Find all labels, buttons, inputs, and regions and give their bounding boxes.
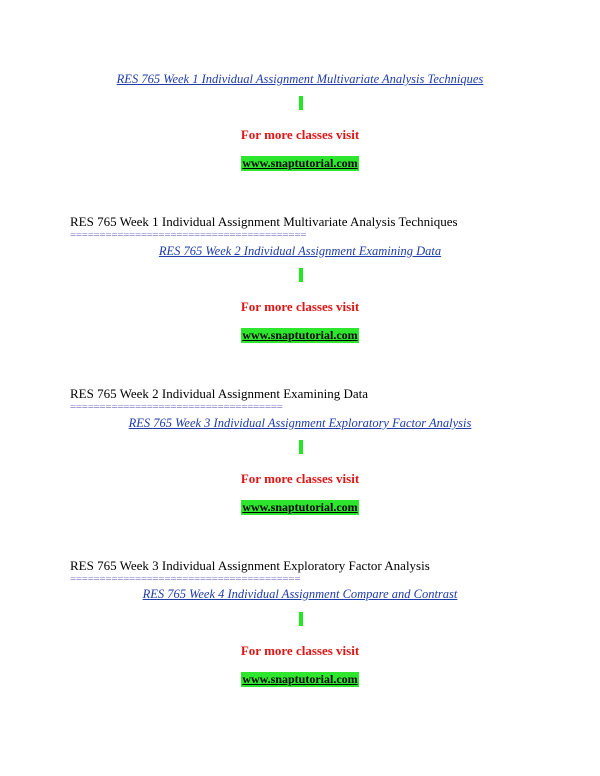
green-marker [299, 612, 303, 626]
site-link[interactable]: www.snaptutorial.com [242, 156, 358, 170]
site-link-wrap [0, 671, 600, 687]
visit-label: For more classes visit [240, 299, 360, 314]
separator-line: ======================================= [70, 573, 301, 585]
separator-line: ==================================== [70, 401, 283, 413]
site-link-wrap [0, 155, 600, 171]
site-link[interactable]: www.snaptutorial.com [242, 328, 358, 342]
course-link-week-4[interactable]: RES 765 Week 4 Individual Assignment Compare and Contrast [142, 587, 458, 601]
course-title-week-3: RES 765 Week 3 Individual Assignment Exploratory Factor Analysis [70, 558, 430, 573]
course-link-week-3[interactable]: RES 765 Week 3 Individual Assignment Exploratory Factor Analysis [128, 416, 472, 430]
site-link[interactable]: www.snaptutorial.com [242, 500, 358, 514]
course-link-week-2[interactable]: RES 765 Week 2 Individual Assignment Examining Data [158, 244, 442, 258]
green-marker [299, 96, 303, 110]
visit-label: For more classes visit [240, 471, 360, 486]
visit-label: For more classes visit [240, 643, 360, 658]
green-marker [299, 268, 303, 282]
separator-line: ======================================== [70, 229, 307, 241]
site-link[interactable]: www.snaptutorial.com [242, 672, 358, 686]
green-marker [299, 440, 303, 454]
site-link-wrap [0, 327, 600, 343]
visit-label: For more classes visit [240, 127, 360, 142]
course-link-week-1[interactable]: RES 765 Week 1 Individual Assignment Multivariate Analysis Techniques [116, 72, 484, 86]
course-title-week-2: RES 765 Week 2 Individual Assignment Examining Data [70, 386, 369, 401]
course-title-week-1: RES 765 Week 1 Individual Assignment Multivariate Analysis Techniques [70, 214, 458, 229]
site-link-wrap [0, 499, 600, 515]
